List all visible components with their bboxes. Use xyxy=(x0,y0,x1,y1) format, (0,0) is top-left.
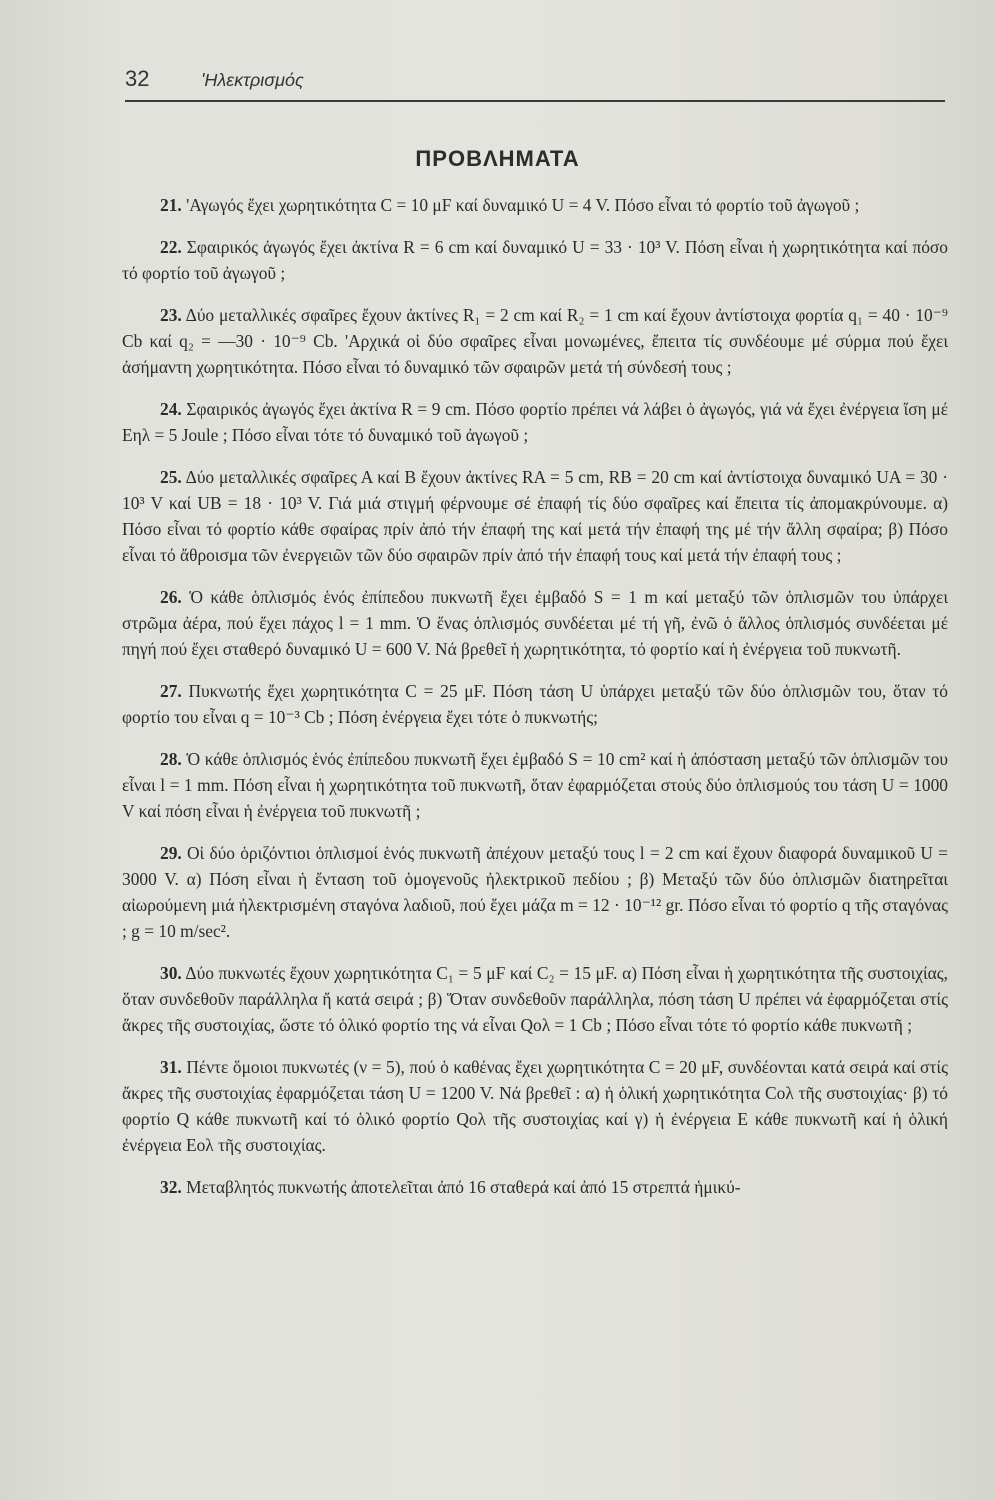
problem-29 xyxy=(122,840,948,944)
problem-number: 27. xyxy=(160,681,182,701)
section-title: ΠΡΟΒΛΗΜΑΤΑ xyxy=(415,146,580,171)
problem-text: Ὁ κάθε ὁπλισμός ἑνός ἐπίπεδου πυκνωτῆ ἔχει ἐμβαδό S = 10 cm² καί ἡ ἀπόσταση μεταξύ τῶν ὁπλισμῶν του εἶναι l = 1 mm. Πόση εἶναι ἡ χωρητικότητα τοῦ πυκνωτῆ, ὅταν ἐφαρμόζεται στούς δύο ὁπλισμούς του τάση U = 1000 V καί πόση εἶναι ἡ ἐνέργεια τοῦ πυκνωτῆ ; xyxy=(122,749,948,821)
problem-number: 29. xyxy=(160,843,182,863)
problem-number: 32. xyxy=(160,1177,182,1197)
problem-text: Πέντε ὅμοιοι πυκνωτές (ν = 5), πού ὁ καθένας ἔχει χωρητικότητα C = 20 μF, συνδέονται κατά σειρά καί στίς ἄκρες τῆς συστοιχίας ἐφαρμόζεται τάση U = 1200 V. Νά βρεθεῖ : α) ἡ ὁλική χωρητικότητα Cολ τῆς συστοιχίας· β) τό φορτίο Q κάθε πυκνωτῆ καί τό ὁλικό φορτίο Qολ τῆς συστοιχίας καί γ) ἡ ἐνέργεια Ε κάθε πυκνωτῆ καί ἡ ὁλική ἐνέργεια Eολ τῆς συστοιχίας. xyxy=(122,1057,948,1155)
problem-25 xyxy=(122,464,948,568)
problem-23 xyxy=(122,302,948,380)
problem-list xyxy=(122,192,948,1216)
problem-text: Δύο πυκνωτές ἔχουν χωρητικότητα C₁ = 5 μF καί C₂ = 15 μF. α) Πόση εἶναι ἡ χωρητικότητα τῆς συστοιχίας, ὅταν συνδεθοῦν παράλληλα ἤ κατά σειρά ; β) Ὅταν συνδεθοῦν παράλληλα, πόση τάση U πρέπει νά ἐφαρμόζεται στίς ἄκρες τῆς συστοιχίας, ὥστε τό ὁλικό φορτίο της νά εἶναι Qολ = 1 Cb ; Πόσο εἶναι τότε τό φορτίο κάθε πυκνωτῆ ; xyxy=(122,963,949,1035)
problem-30 xyxy=(122,960,948,1038)
problem-number: 22. xyxy=(160,237,182,257)
problem-24 xyxy=(122,396,948,448)
problem-21 xyxy=(122,192,948,218)
running-head xyxy=(125,64,945,102)
problem-28 xyxy=(122,746,948,824)
problem-number: 23. xyxy=(160,305,182,325)
problem-text: Οἱ δύο ὁριζόντιοι ὁπλισμοί ἑνός πυκνωτῆ ἀπέχουν μεταξύ τους l = 2 cm καί ἔχουν διαφορά δυναμικοῦ U = 3000 V. α) Πόση εἶναι ἡ ἔνταση τοῦ ὁμογενοῦς ἠλεκτρικοῦ πεδίου ; β) Μεταξύ τῶν δύο ὁπλισμῶν διατηρεῖται αἰωρούμενη μιά ἠλεκτρισμένη σταγόνα λαδιοῦ, πού ἔχει μάζα m = 12 · 10⁻¹² gr. Πόσο εἶναι τό φορτίο q τῆς σταγόνας ; g = 10 m/sec². xyxy=(122,843,948,941)
problem-text: Δύο μεταλλικές σφαῖρες Α καί Β ἔχουν ἀκτίνες RA = 5 cm, RB = 20 cm καί ἀντίστοιχα δυναμικό UA = 30 · 10³ V καί UB = 18 · 10³ V. Γιά μιά στιγμή φέρνουμε σέ ἐπαφή τίς δύο σφαῖρες καί ἔπειτα τίς ἀπομακρύνουμε. α) Πόσο εἶναι τό φορτίο κάθε σφαίρας πρίν ἀπό τήν ἐπαφή της καί μετά τήν ἐπαφή της μέ τήν ἄλλη σφαίρα; β) Πόσο εἶναι τό ἄθροισμα τῶν ἐνεργειῶν τῶν δύο σφαιρῶν πρίν ἀπό τήν ἐπαφή τους καί μετά τήν ἐπαφή τους ; xyxy=(122,467,948,565)
problem-26 xyxy=(122,584,948,662)
problem-number: 25. xyxy=(160,467,182,487)
problem-number: 24. xyxy=(160,399,182,419)
problem-text: 'Αγωγός ἔχει χωρητικότητα C = 10 μF καί δυναμικό U = 4 V. Πόσο εἶναι τό φορτίο τοῦ ἀγωγοῦ ; xyxy=(186,195,860,215)
problem-number: 21. xyxy=(160,195,182,215)
problem-31 xyxy=(122,1054,948,1158)
problem-number: 31. xyxy=(160,1057,182,1077)
running-title: 'Ηλεκτρισμός xyxy=(201,70,304,90)
problem-number: 30. xyxy=(160,963,182,983)
problem-text: Δύο μεταλλικές σφαῖρες ἔχουν ἀκτίνες R₁ = 2 cm καί R₂ = 1 cm καί ἔχουν ἀντίστοιχα φορτία q₁ = 40 · 10⁻⁹ Cb καί q₂ = —30 · 10⁻⁹ Cb. 'Αρχικά οἱ δύο σφαῖρες εἶναι μονωμένες, ἔπειτα τίς συνδέουμε μέ σύρμα πού ἔχει ἀσήμαντη χωρητικότητα. Πόσο εἶναι τό δυναμικό τῶν σφαιρῶν μετά τή σύνδεσή τους ; xyxy=(122,305,948,377)
problem-text: Μεταβλητός πυκνωτής ἀποτελεῖται ἀπό 16 σταθερά καί ἀπό 15 στρεπτά ἡμικύ- xyxy=(186,1177,741,1197)
problem-text: Σφαιρικός ἀγωγός ἔχει ἀκτίνα R = 9 cm. Πόσο φορτίο πρέπει νά λάβει ὁ ἀγωγός, γιά νά ἔχει ἐνέργεια ἴση μέ Eηλ = 5 Joule ; Πόσο εἶναι τότε τό δυναμικό τοῦ ἀγωγοῦ ; xyxy=(122,399,948,445)
problem-27 xyxy=(122,678,948,730)
problem-32 xyxy=(122,1174,948,1200)
problem-text: Πυκνωτής ἔχει χωρητικότητα C = 25 μF. Πόση τάση U ὑπάρχει μεταξύ τῶν δύο ὁπλισμῶν του, ὅταν τό φορτίο του εἶναι q = 10⁻³ Cb ; Πόση ἐνέργεια ἔχει τότε ὁ πυκνωτής; xyxy=(122,681,948,727)
page-number: 32 xyxy=(125,66,150,91)
problem-text: Σφαιρικός ἀγωγός ἔχει ἀκτίνα R = 6 cm καί δυναμικό U = 33 · 10³ V. Πόση εἶναι ἡ χωρητικότητα καί πόσο τό φορτίο τοῦ ἀγωγοῦ ; xyxy=(122,237,948,283)
problem-number: 28. xyxy=(160,749,182,769)
problem-text: Ὁ κάθε ὁπλισμός ἑνός ἐπίπεδου πυκνωτῆ ἔχει ἐμβαδό S = 1 m καί μεταξύ τῶν ὁπλισμῶν του ὑπάρχει στρῶμα ἀέρα, πού ἔχει πάχος l = 1 mm. Ὁ ἕνας ὁπλισμός συνδέεται μέ τή γῆ, ἐνῶ ὁ ἄλλος ὁπλισμός συνδέεται μέ πηγή πού ἔχει σταθερό δυναμικό U = 600 V. Νά βρεθεῖ ἡ χωρητικότητα, τό φορτίο καί ἡ ἐνέργεια τοῦ πυκνωτῆ. xyxy=(122,587,948,659)
problem-22 xyxy=(122,234,948,286)
problem-number: 26. xyxy=(160,587,182,607)
